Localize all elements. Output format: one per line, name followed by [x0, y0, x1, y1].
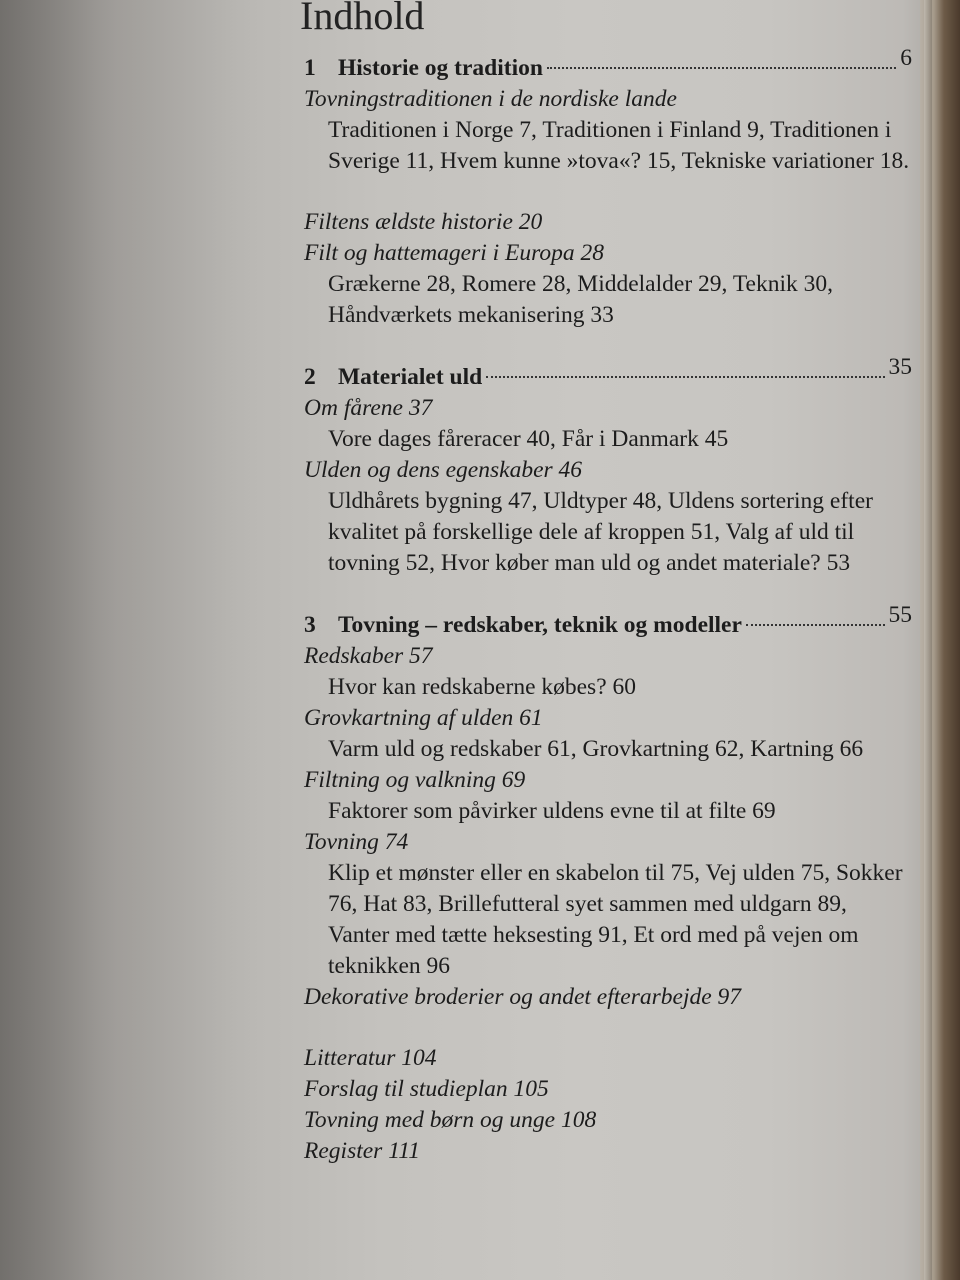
chapter-heading: [300, 354, 912, 393]
back-matter-entry: Forslag til studieplan 105: [304, 1076, 549, 1102]
toc-entry-subtopics: Varm uld og redskaber 61, Grovkartning 62, Kartning 66: [328, 736, 864, 762]
chapter-page-number: 35: [888, 354, 912, 380]
toc-entry-subtopics: Faktorer som påvirker uldens evne til at filte 69: [328, 798, 776, 824]
toc-entry-subtopics: Vore dages fåreracer 40, Får i Danmark 45: [328, 426, 729, 452]
page-title: Indhold: [300, 0, 425, 38]
back-matter-entry: Litteratur 104: [304, 1045, 437, 1071]
back-matter-entry: Register 111: [304, 1138, 420, 1164]
chapter-number: 1: [304, 55, 316, 81]
chapter-2-section: [300, 354, 912, 579]
toc-entry-heading: Grovkartning af ulden 61: [304, 705, 543, 731]
chapter-3-section: [300, 602, 912, 1013]
toc-entry-subtopics: Traditionen i Norge 7, Traditionen i Finland 9, Traditionen i Sverige 11, Hvem kunne »tova«? 15, Tekniske variationer 18.: [328, 117, 910, 174]
chapter-title: Tovning – redskaber, teknik og modeller: [338, 612, 742, 638]
toc-entry-subtopics: Hvor kan redskaberne købes? 60: [328, 674, 637, 700]
dot-leader: [746, 624, 885, 626]
toc-entry-heading: Tovningstraditionen i de nordiske lande: [304, 86, 677, 112]
dot-leader: [547, 67, 896, 69]
toc-entry-heading: Filtning og valkning 69: [304, 767, 526, 793]
spacer: [300, 177, 912, 207]
chapter-page-number: 55: [888, 602, 912, 628]
toc-entry-subtopics: Uldhårets bygning 47, Uldtyper 48, Uldens sortering efter kvalitet på forskellige dele af kroppen 51, Valg af uld til tovning 52, Hvor køber man uld og andet materiale? 53: [328, 488, 873, 576]
chapter-1-section: [300, 45, 912, 331]
chapter-heading: [300, 602, 912, 641]
toc-entry-subtopics: Grækerne 28, Romere 28, Middelalder 29, Teknik 30, Håndværkets mekanisering 33: [328, 271, 834, 328]
toc-entry-heading: Dekorative broderier og andet efterarbejde 97: [304, 984, 742, 1010]
back-matter-section: [300, 1043, 912, 1167]
chapter-number: 3: [304, 612, 316, 638]
toc-entry-heading: Redskaber 57: [304, 643, 433, 669]
table-of-contents: [300, 0, 912, 1197]
toc-entry-heading: Tovning 74: [304, 829, 409, 855]
chapter-title: Historie og tradition: [338, 55, 543, 81]
toc-entry-heading: Filtens ældste historie 20: [304, 209, 543, 235]
toc-entry-heading: Ulden og dens egenskaber 46: [304, 457, 583, 483]
page-shadow: [0, 0, 260, 1280]
chapter-heading: [300, 45, 912, 84]
chapter-number: 2: [304, 364, 316, 390]
chapter-title: Materialet uld: [338, 364, 483, 390]
chapter-page-number: 6: [900, 45, 912, 71]
back-matter-entry: Tovning med børn og unge 108: [304, 1107, 597, 1133]
toc-entry-heading: Om fårene 37: [304, 395, 433, 421]
dot-leader: [486, 376, 884, 378]
page-edge-highlight: [924, 0, 932, 1280]
toc-entry-subtopics: Klip et mønster eller en skabelon til 75, Vej ulden 75, Sokker 76, Hat 83, Brillefutteral syet sammen med uldgarn 89, Vanter med tætte heksesting 91, Et ord med på vejen om teknikken 96: [328, 860, 903, 979]
toc-entry-heading: Filt og hattemageri i Europa 28: [304, 240, 605, 266]
